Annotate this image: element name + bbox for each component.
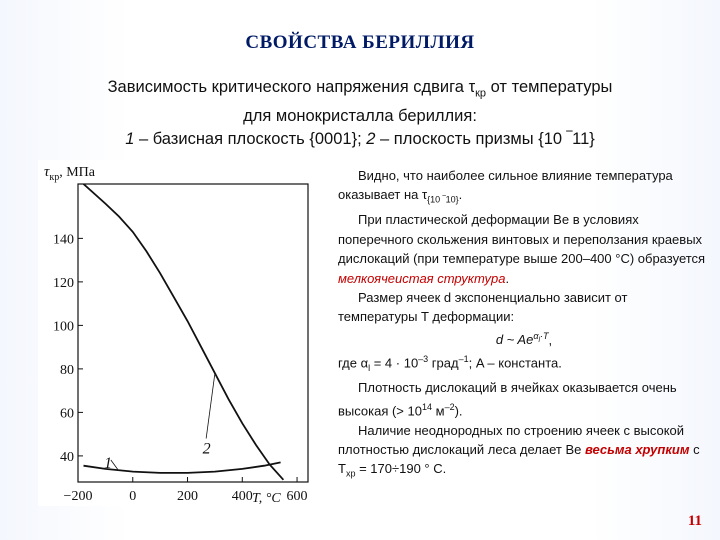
- series-label-2-leader: [206, 373, 215, 438]
- x-tick-label: 0: [129, 489, 137, 504]
- axis-ticks: [53, 184, 308, 504]
- paragraph-6: Наличие неоднородных по строению ячеек с высокой плотностью дислокаций леса делает Be весьма хрупким с $T_{хр} = 170\div 190$ ° С.: [338, 422, 700, 479]
- paragraph-2: При пластической деформации Be в условиях поперечного скольжения винтовых и переползания краевых дислокаций (при температуре выше 200–400 °С) образуется мелкоячеистая структура.: [338, 212, 706, 286]
- y-tick-label: 140: [53, 232, 74, 248]
- highlight-cell-structure: мелкоячеистая структура: [338, 270, 506, 286]
- formula: d ~ $Ae^{\alpha_l\cdot T}$,: [495, 330, 553, 348]
- chart-svg: [38, 160, 318, 506]
- y-tick-label: 40: [60, 449, 74, 465]
- chart: [38, 160, 318, 506]
- series-label-1: 1: [104, 455, 113, 473]
- explanation-text: [338, 166, 710, 484]
- y-tick-label: 100: [53, 319, 74, 335]
- series-line-2: [84, 184, 284, 480]
- series-label-2: 2: [202, 440, 211, 458]
- y-tick-label: 60: [60, 406, 74, 422]
- x-tick-label: 200: [177, 489, 199, 504]
- y-tick-label: 120: [53, 275, 74, 291]
- slide-subtitle: [20, 76, 700, 151]
- paragraph-1: Видно, что наиболее сильное влияние температура оказывает на $\tau_{\{10 ‾10\}}$.: [338, 168, 673, 205]
- slide-title: СВОЙСТВА БЕРИЛЛИЯ: [245, 32, 475, 53]
- y-axis-label: $\tau_{кр}$, МПа: [44, 164, 96, 183]
- series-line-1: [84, 462, 281, 473]
- y-tick-label: 80: [60, 362, 74, 378]
- highlight-brittle: весьма хрупким: [585, 441, 690, 457]
- paragraph-5: Плотность дислокаций в ячейках оказывается очень высокая (> $10^{14}$ $м^{-2}$).: [338, 380, 677, 419]
- page-number: 11: [687, 513, 702, 529]
- x-axis-label: T, °C: [252, 491, 281, 506]
- paragraph-4: где $\alpha_l = 4 \cdot 10^{-3}$ град$^{-1}$; A – константа.: [338, 354, 562, 373]
- subtitle-line-1: Зависимость критического напряжения сдвига $\tau_{кр}$ от температуры: [107, 78, 613, 100]
- paragraph-3: Размер ячеек d экспоненциально зависит от температуры T деформации:: [338, 290, 628, 325]
- x-tick-label: 400: [231, 489, 253, 504]
- subtitle-line-3: 1 – базисная плоскость {0001}; 2 – плоскость призмы {10 ‾11}: [125, 130, 595, 149]
- x-tick-label: −200: [63, 489, 93, 504]
- subtitle-line-2: для монокристалла бериллия:: [243, 107, 477, 126]
- chart-curves: [84, 184, 284, 480]
- x-tick-label: 600: [286, 489, 308, 504]
